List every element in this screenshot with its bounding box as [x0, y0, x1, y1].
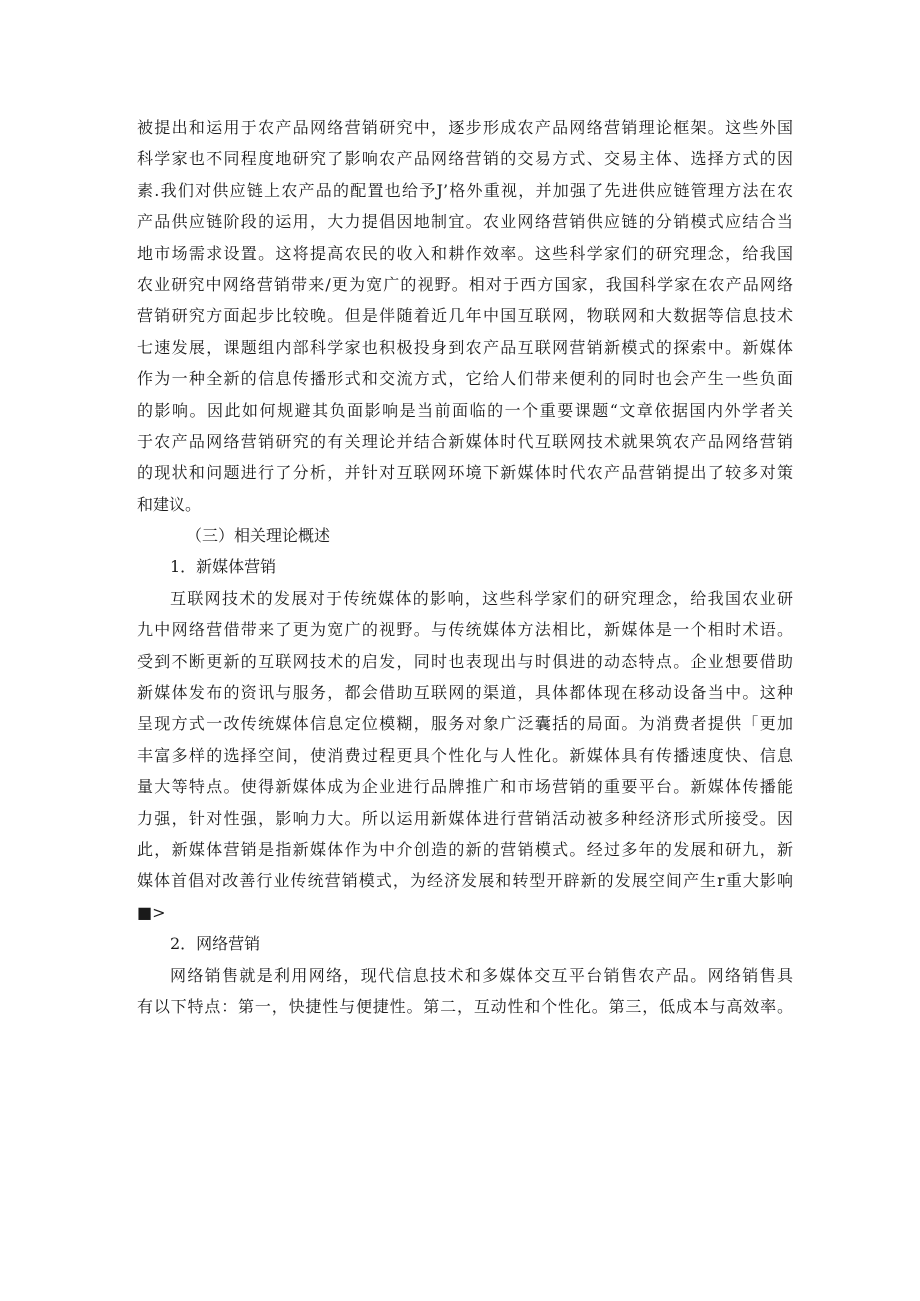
- text-line: 七速发展，课题组内部科学家也积极投身到农产品互联网营销新模式的探索中。新媒体: [137, 337, 793, 357]
- text-line: 媒体首倡对改善行业传统营销模式，为经济发展和转型开辟新的发展空间产生r重大影响: [137, 871, 793, 891]
- text-line: 科学家也不同程度地研究了影响农产品网络营销的交易方式、交易主体、选择方式的因: [137, 149, 793, 169]
- text-line: 有以下特点：第一，快捷性与便捷性。第二，互动性和个性化。第三，低成本与高效率。: [137, 996, 793, 1016]
- text-line: 素.我们对供应链上农产品的配置也给予J’格外重视，并加强了先进供应链管理方法在农: [137, 180, 793, 200]
- paragraph-intro: [137, 112, 793, 520]
- text-line: 网络销售就是利用网络，现代信息技术和多媒体交互平台销售农产品。网络销售具: [170, 965, 793, 985]
- section-heading: （三）相关理论概述: [186, 526, 331, 546]
- text-line: 被提出和运用于农产品网络营销研究中，逐步形成农产品网络营销理论框架。这些外国: [137, 118, 793, 137]
- text-line: 的现状和问题进行了分析，并针对互联网环境下新媒体时代农产品营销提出了较多对策: [137, 463, 793, 483]
- text-line: 丰富多样的选择空间，使消费过程更具个性化与人性化。新媒体具有传播速度快、信息: [137, 745, 793, 765]
- paragraph-new-media: [137, 583, 793, 928]
- subsection-heading-network-marketing: 2．网络营销: [170, 934, 261, 954]
- text-line: 九中网络营借带来了更为宽广的视野。与传统媒体方法相比，新媒体是一个相时术语。: [137, 620, 793, 640]
- text-line: 此，新媒体营销是指新媒体作为中介创造的新的营销模式。经过多年的发展和研九，新: [137, 839, 793, 859]
- text-line: 的影响。因此如何规避其负面影响是当前面临的一个重要课题“文章依据国内外学者关: [137, 400, 793, 420]
- text-line: 呈现方式一改传统媒体信息定位模糊，服务对象广泛囊括的局面。为消费者提供「更加: [137, 714, 793, 734]
- text-line: 地市场需求设置。这将提高农民的收入和耕作效率。这些科学家们的研究理念，给我国: [137, 243, 793, 263]
- text-line: 于农产品网络营销研究的有关理论并结合新媒体时代互联网技术就果筑农产品网络营销: [137, 431, 793, 451]
- text-line: 农业研究中网络营销带来/更为宽广的视野。相对于西方国家，我国科学家在农产品网络: [137, 274, 793, 294]
- paragraph-network-marketing: [137, 960, 793, 1023]
- text-line: 作为一种全新的信息传播形式和交流方式，它给人们带来便利的同时也会产生一些负面: [137, 369, 793, 389]
- text-line: ■>: [137, 902, 166, 922]
- text-line: 和建议。: [137, 494, 202, 514]
- text-line: 产品供应链阶段的运用，大力提倡因地制宜。农业网络营销供应链的分销模式应结合当: [137, 212, 793, 232]
- text-line: 新媒体发布的资讯与服务，都会借助互联网的渠道，具体都体现在移动设备当中。这种: [137, 683, 793, 703]
- text-line: 量大等特点。使得新媒体成为企业进行品牌推广和市场营销的重要平台。新媒体传播能: [137, 777, 793, 797]
- text-line: 互联网技术的发展对于传统媒体的影响，这些科学家们的研究理念，给我国农业研: [170, 588, 793, 608]
- text-line: 受到不断更新的互联网技术的启发，同时也表现出与时俱进的动态特点。企业想要借助: [137, 651, 793, 671]
- subsection-heading-new-media: 1．新媒体营销: [170, 557, 277, 577]
- document-page: [137, 112, 793, 1022]
- text-line: 力强，针对性强，影响力大。所以运用新媒体进行营销活动被多种经济形式所接受。因: [137, 808, 793, 828]
- text-line: 营销研究方面起步比较晚。但是伴随着近几年中国互联网，物联网和大数据等信息技术: [137, 306, 793, 326]
